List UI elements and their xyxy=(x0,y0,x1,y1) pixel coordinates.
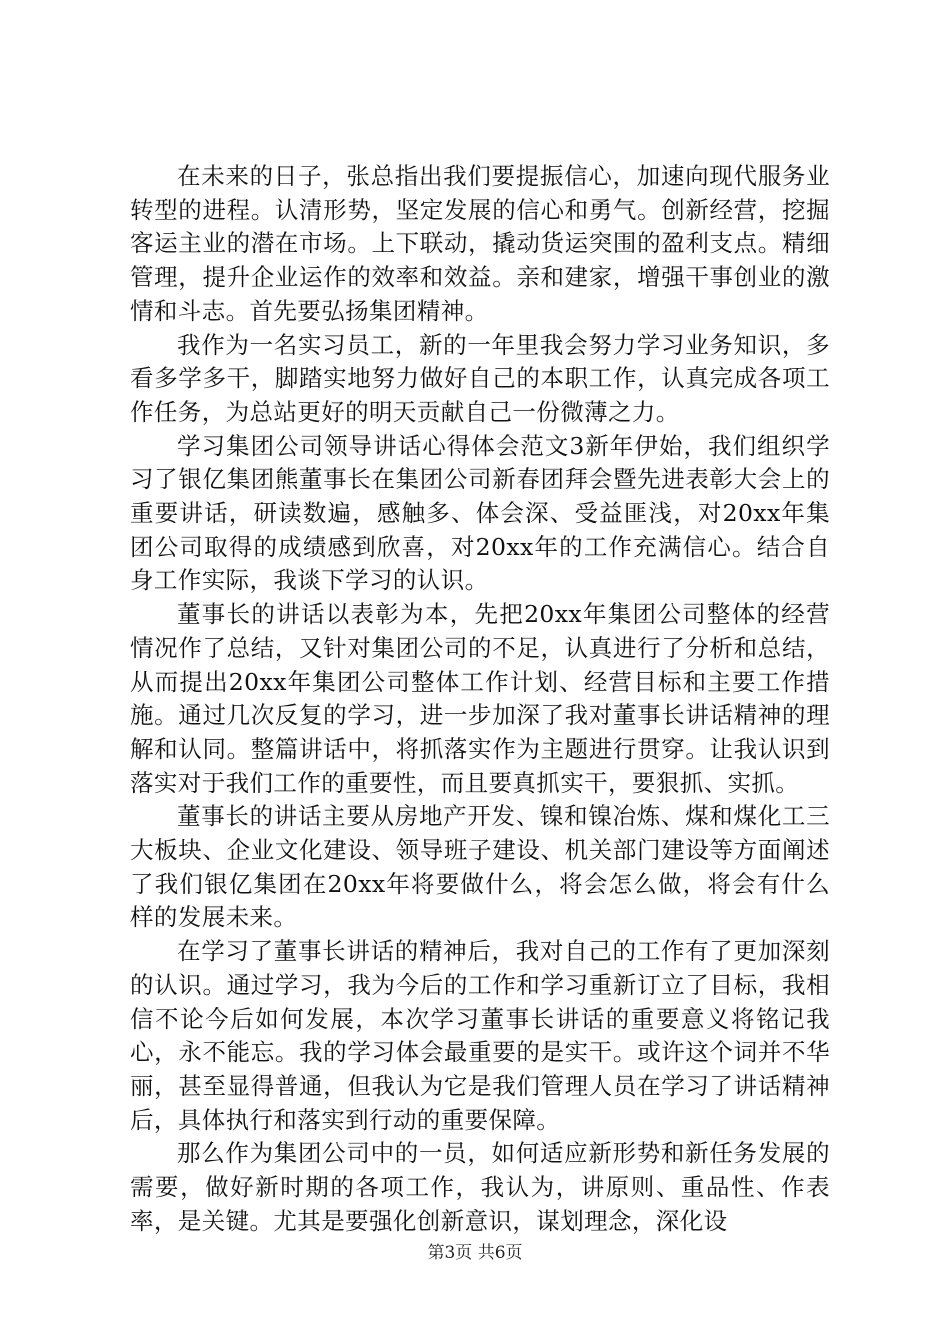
page-footer xyxy=(0,1242,950,1264)
page-number: 第3页 共6页 xyxy=(427,1243,523,1263)
paragraph: 那么作为集团公司中的一员，如何适应新形势和新任务发展的需要，做好新时期的各项工作，我认为，讲原则、重品性、作表率，是关键。尤其是要强化创新意识，谋划理念，深化设 xyxy=(130,1139,830,1235)
paragraph: 董事长的讲话以表彰为本，先把20xx年集团公司整体的经营情况作了总结，又针对集团公司的不足，认真进行了分析和总结，从而提出20xx年集团公司整体工作计划、经营目标和主要工作措施。通过几次反复的学习，进一步加深了我对董事长讲话精神的理解和认同。整篇讲话中，将抓落实作为主题进行贯穿。让我认识到落实对于我们工作的重要性，而且要真抓实干，要狠抓、实抓。 xyxy=(130,600,830,797)
paragraph: 在未来的日子，张总指出我们要提振信心，加速向现代服务业转型的进程。认清形势，坚定发展的信心和勇气。创新经营，挖掘客运主业的潜在市场。上下联动，撬动货运突围的盈利支点。精细管理，提升企业运作的效率和效益。亲和建家，增强干事创业的激情和斗志。首先要弘扬集团精神。 xyxy=(130,162,830,325)
paragraph: 在学习了董事长讲话的精神后，我对自己的工作有了更加深刻的认识。通过学习，我为今后的工作和学习重新订立了目标，我相信不论今后如何发展，本次学习董事长讲话的重要意义将铭记我心，永不能忘。我的学习体会最重要的是实干。或许这个词并不华丽，甚至显得普通，但我认为它是我们管理人员在学习了讲话精神后，具体执行和落实到行动的重要保障。 xyxy=(130,937,830,1134)
paragraph: 学习集团公司领导讲话心得体会范文3新年伊始，我们组织学习了银亿集团熊董事长在集团公司新春团拜会暨先进表彰大会上的重要讲话，研读数遍，感触多、体会深、受益匪浅，对20xx年集团公司取得的成绩感到欣喜，对20xx年的工作充满信心。结合自身工作实际，我谈下学习的认识。 xyxy=(130,431,830,595)
paragraph: 董事长的讲话主要从房地产开发、镍和镍冶炼、煤和煤化工三大板块、企业文化建设、领导班子建设、机关部门建设等方面阐述了我们银亿集团在20xx年将要做什么，将会怎么做，将会有什么样的发展未来。 xyxy=(130,802,830,932)
body-text xyxy=(130,160,830,1239)
paragraph: 我作为一名实习员工，新的一年里我会努力学习业务知识，多看多学多干，脚踏实地努力做好自己的本职工作，认真完成各项工作任务，为总站更好的明天贡献自己一份微薄之力。 xyxy=(130,330,830,426)
